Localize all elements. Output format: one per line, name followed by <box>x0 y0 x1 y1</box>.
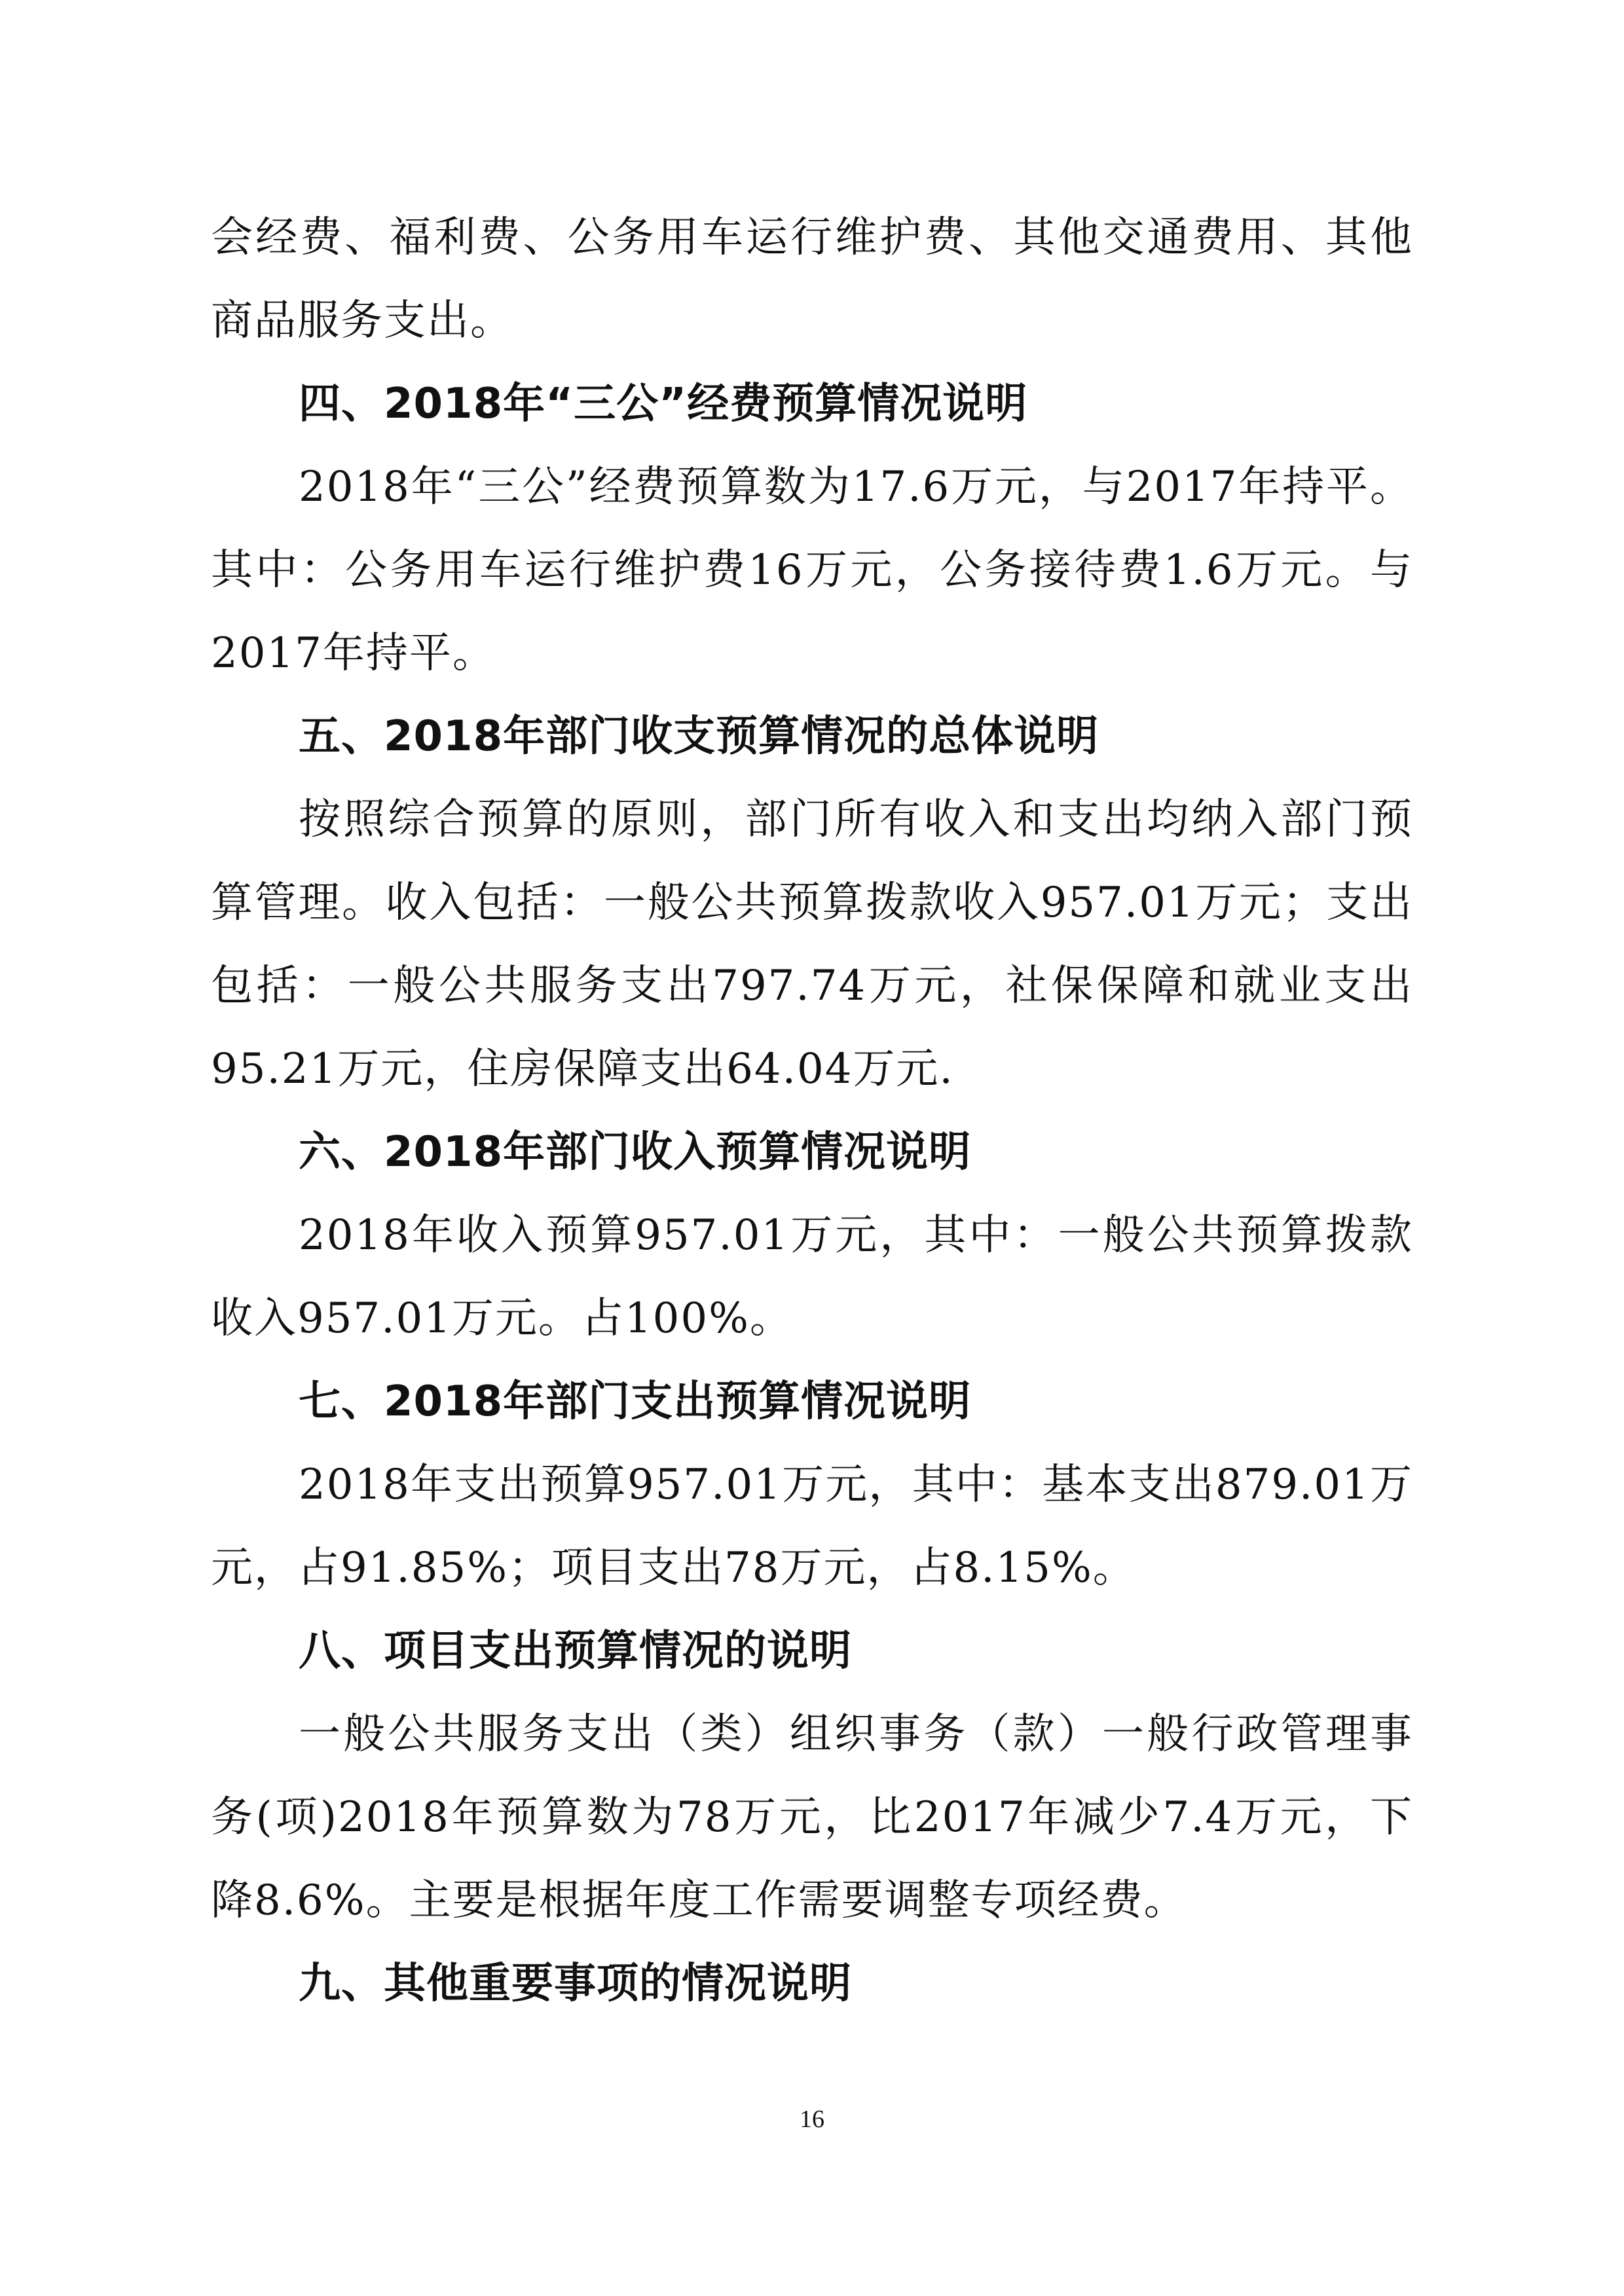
section-heading-5: 五、2018年部门收支预算情况的总体说明 <box>299 712 1099 761</box>
section-heading-6: 六、2018年部门收入预算情况说明 <box>299 1128 972 1176</box>
section-heading-7: 七、2018年部门支出预算情况说明 <box>299 1377 972 1426</box>
paragraph-continuation: 会经费、福利费、公务用车运行维护费、其他交通费用、其他商品服务支出。 <box>211 213 1413 345</box>
section-heading-8: 八、项目支出预算情况的说明 <box>299 1627 852 1675</box>
section-heading-4: 四、2018年“三公”经费预算情况说明 <box>299 380 1028 428</box>
section-heading-9: 九、其他重要事项的情况说明 <box>299 1959 852 2008</box>
page-number: 16 <box>800 2105 824 2133</box>
paragraph-three-public-budget: 2018年“三公”经费预算数为17.6万元，与2017年持平。其中：公务用车运行维护费16万元，公务接待费1.6万元。与2017年持平。 <box>211 463 1413 678</box>
paragraph-project-budget: 一般公共服务支出（类）组织事务（款）一般行政管理事务(项)2018年预算数为78万元，比2017年减少7.4万元，下降8.6%。主要是根据年度工作需要调整专项经费。 <box>211 1710 1413 1925</box>
document-body <box>211 196 1413 2026</box>
paragraph-income-budget: 2018年收入预算957.01万元，其中：一般公共预算拨款收入957.01万元。占100%。 <box>211 1211 1413 1343</box>
paragraph-overall-budget: 按照综合预算的原则，部门所有收入和支出均纳入部门预算管理。收入包括：一般公共预算拨款收入957.01万元；支出包括：一般公共服务支出797.74万元，社保保障和就业支出95.21万元，住房保障支出64.04万元. <box>211 795 1413 1093</box>
paragraph-expenditure-budget: 2018年支出预算957.01万元，其中：基本支出879.01万元，占91.85%；项目支出78万元，占8.15%。 <box>211 1461 1413 1592</box>
